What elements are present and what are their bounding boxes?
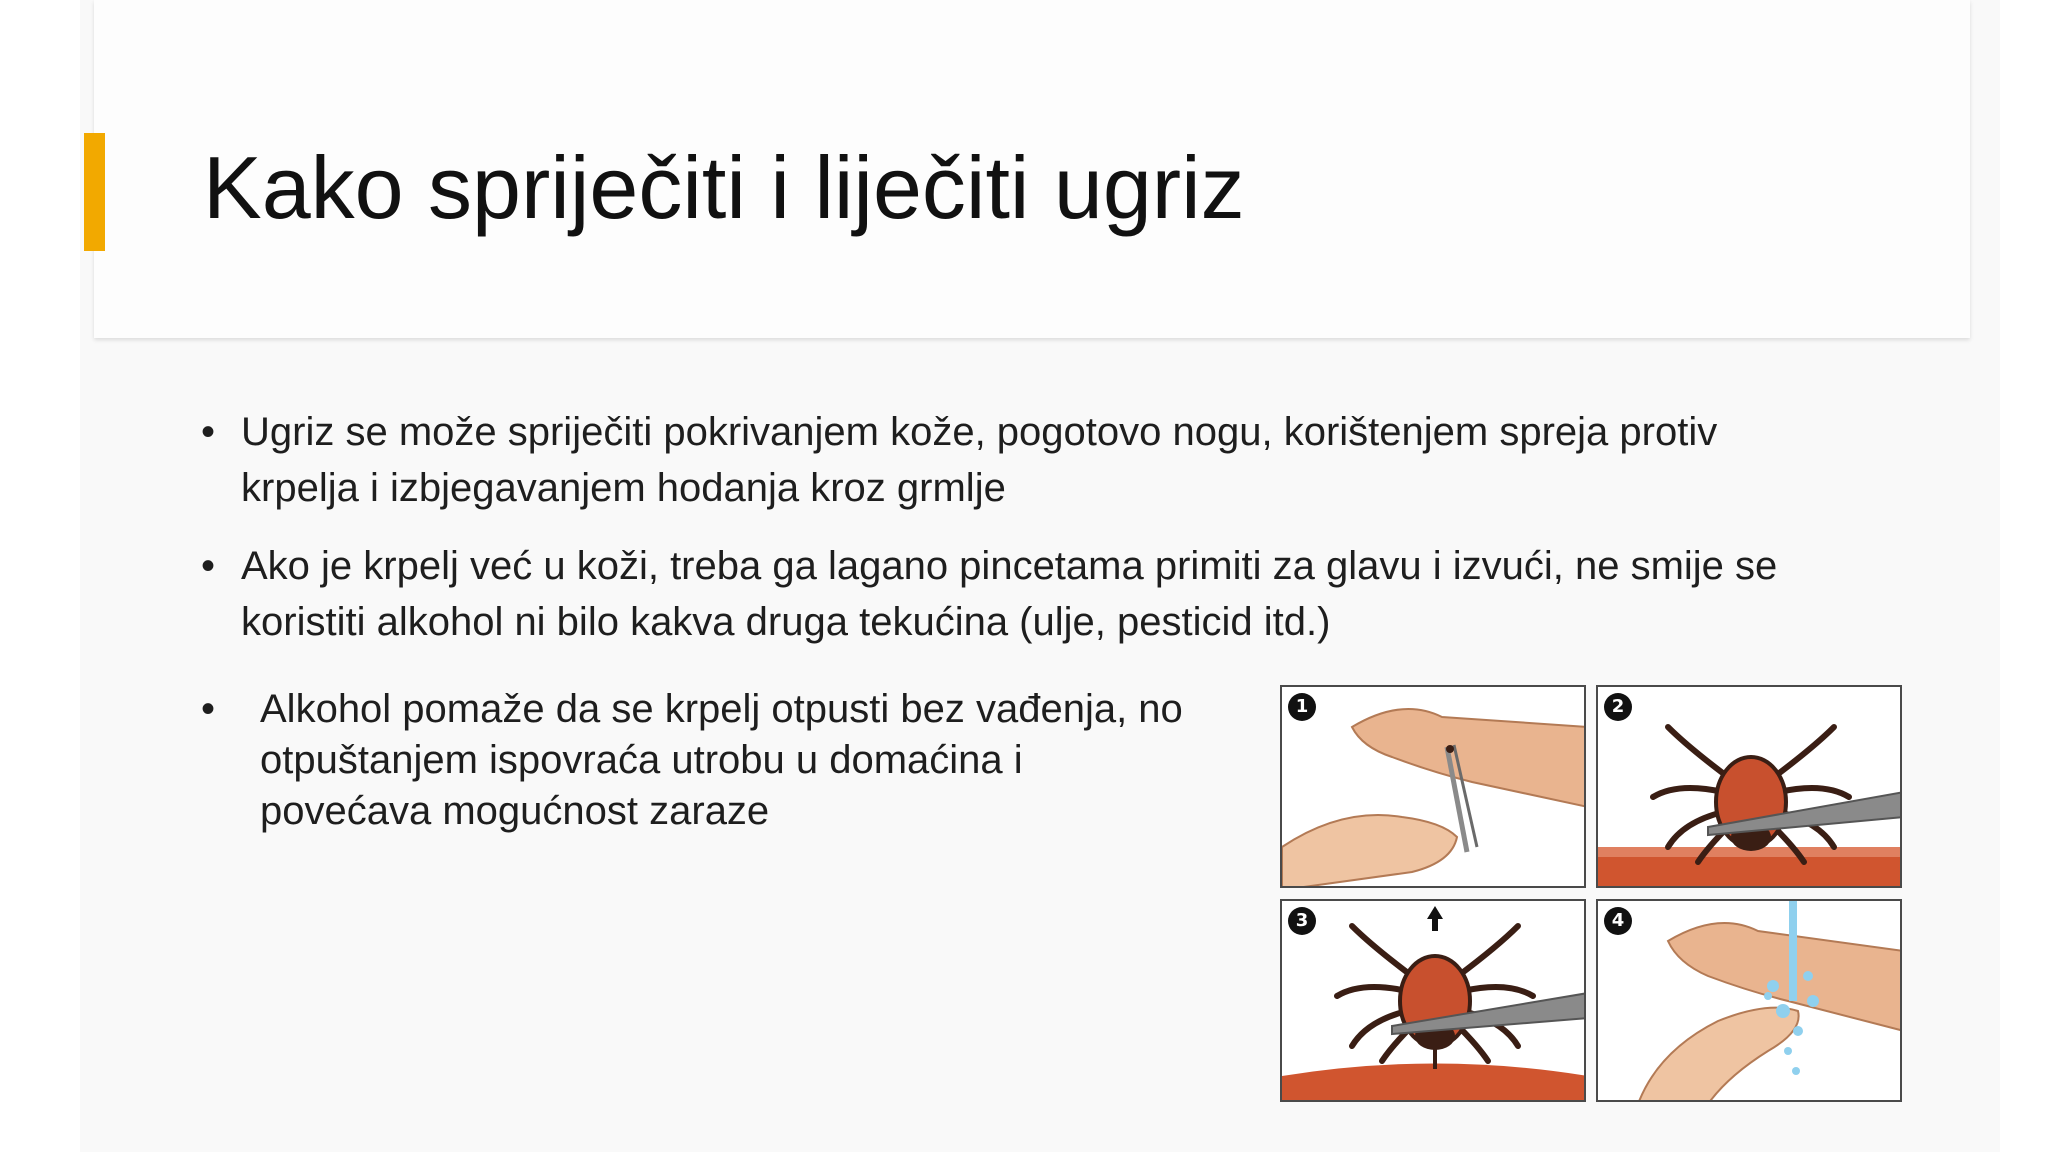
step-panel-3 xyxy=(1280,899,1586,1102)
bullet-dot: • xyxy=(201,410,216,454)
step-panel-2 xyxy=(1596,685,1902,888)
bullet-dot: • xyxy=(201,544,216,588)
bullet-text-line: krpelja i izbjegavanjem hodanja kroz grmlje xyxy=(241,466,1006,510)
bullet-dot: • xyxy=(201,687,216,731)
bullet-item xyxy=(201,684,1261,837)
bullet-text-line: koristiti alkohol ni bilo kakva druga tekućina (ulje, pesticid itd.) xyxy=(241,600,1331,644)
bullet-item xyxy=(201,538,1921,650)
slide-title: Kako spriječiti i liječiti ugriz xyxy=(203,138,1245,237)
tick-pulled-out-icon xyxy=(1282,901,1586,1102)
tick-grasped-by-tweezers-icon xyxy=(1598,687,1902,888)
bullet-text-line: Ugriz se može spriječiti pokrivanjem kože, pogotovo nogu, korištenjem spreja protiv xyxy=(241,410,1718,454)
accent-bar xyxy=(84,133,105,251)
bullet-text-line: povećava mogućnost zaraze xyxy=(260,789,770,833)
bullet-item xyxy=(201,404,1921,516)
washing-hands-icon xyxy=(1598,901,1902,1102)
step-number-badge: 2 xyxy=(1604,693,1632,721)
step-number-badge: 1 xyxy=(1288,693,1316,721)
step-number-badge: 4 xyxy=(1604,907,1632,935)
step-number-badge: 3 xyxy=(1288,907,1316,935)
bullet-text-line: Ako je krpelj već u koži, treba ga lagano pincetama primiti za glavu i izvući, ne smije se xyxy=(241,544,1778,588)
bullet-text-line: Alkohol pomaže da se krpelj otpusti bez vađenja, no xyxy=(260,687,1183,731)
step-panel-4 xyxy=(1596,899,1902,1102)
bullet-text-line: otpuštanjem ispovraća utrobu u domaćina i xyxy=(260,738,1023,782)
tweezers-on-wrist-icon xyxy=(1282,687,1586,888)
tick-removal-illustration xyxy=(1280,682,1908,1104)
step-panel-1 xyxy=(1280,685,1586,888)
